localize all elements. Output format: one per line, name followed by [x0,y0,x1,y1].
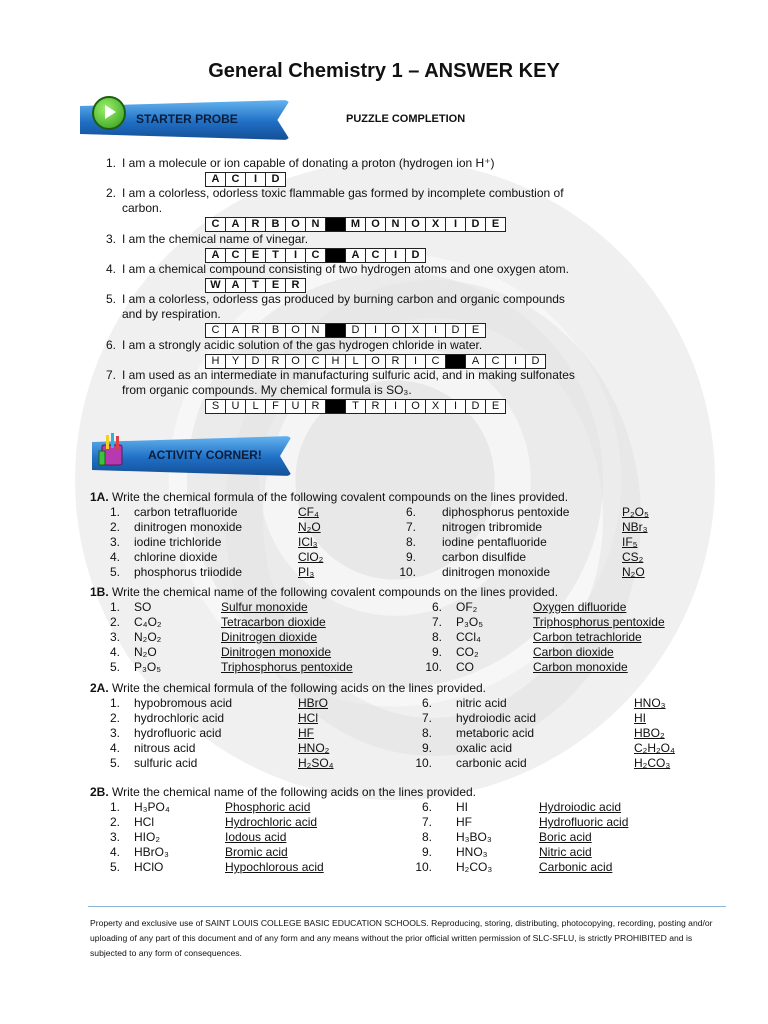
item-number: 1. [109,505,120,519]
letter-cell: N [305,217,326,232]
letter-cell: N [385,217,406,232]
item-number: 7. [421,711,432,725]
letter-cell: D [465,399,486,414]
item-prompt: CCl₄ [456,630,481,644]
letter-cell: C [365,248,386,263]
play-icon [92,96,126,130]
question-text: carbon. [122,201,163,215]
letter-cell: B [265,217,286,232]
item-prompt: SO [134,600,152,614]
item-prompt: H₃BO₃ [456,830,492,844]
letter-cell: D [445,323,466,338]
item-number: 1. [109,600,120,614]
item-prompt: hypobromous acid [134,696,233,710]
letter-cell: R [245,323,266,338]
item-prompt: HF [456,815,472,829]
item-answer: NBr₃ [622,520,648,534]
item-answer: Carbon dioxide [533,645,614,659]
item-answer: CF₄ [298,505,319,519]
answer-boxes [206,399,506,414]
item-number: 7. [405,520,416,534]
letter-cell: O [385,323,406,338]
letter-cell: T [245,278,266,293]
item-prompt: HNO₃ [456,845,488,859]
item-answer: HI [634,711,646,725]
letter-cell: R [285,278,306,293]
letter-cell: C [305,248,326,263]
letter-cell: U [285,399,306,414]
question-number: 3. [105,232,116,246]
item-number: 3. [109,726,120,740]
letter-cell: I [285,248,306,263]
item-number: 10. [415,756,432,770]
item-number: 5. [109,860,120,874]
item-prompt: P₃O₅ [456,615,484,629]
letter-cell: E [245,248,266,263]
banner-label: ACTIVITY CORNER! [148,448,262,462]
item-prompt: OF₂ [456,600,478,614]
page-title: General Chemistry 1 – ANSWER KEY [208,60,560,82]
item-answer: Bromic acid [225,845,288,859]
item-number: 5. [109,756,120,770]
letter-cell: C [425,354,446,369]
item-prompt: iodine pentafluoride [442,535,547,549]
letter-cell: A [225,217,246,232]
item-prompt: hydroiodic acid [456,711,537,725]
item-number: 8. [431,630,442,644]
item-answer: HBrO [298,696,328,710]
puzzle-completion-heading: PUZZLE COMPLETION [346,113,466,125]
item-prompt: oxalic acid [456,741,513,755]
letter-cell: R [265,354,286,369]
question-number: 5. [105,292,116,306]
item-number: 8. [405,535,416,549]
letter-cell: R [365,399,386,414]
letter-cell: R [385,354,406,369]
item-prompt: nitrogen tribromide [442,520,543,534]
item-prompt: C₄O₂ [134,615,162,629]
item-number: 3. [109,630,120,644]
question-text: I am used as an intermediate in manufacturing sulfuric acid, and in making sulfonates [122,368,575,382]
letter-cell: D [265,172,286,187]
item-answer: Hydrochloric acid [225,815,318,829]
item-answer: Carbon tetrachloride [533,630,642,644]
item-number: 2. [109,815,120,829]
item-number: 9. [431,645,442,659]
question-number: 2. [105,186,116,200]
paint-bucket-icon [96,433,130,467]
answer-boxes [206,323,486,338]
item-answer: HCl [298,711,318,725]
item-prompt: dinitrogen monoxide [134,520,243,534]
item-number: 10. [399,565,416,579]
item-answer: Hydrofluoric acid [539,815,629,829]
blank-cell [325,323,346,338]
letter-cell: I [245,172,266,187]
item-answer: Phosphoric acid [225,800,311,814]
letter-cell: E [485,217,506,232]
letter-cell: A [205,172,226,187]
blank-cell [325,399,346,414]
item-answer: HNO₃ [634,696,666,710]
item-number: 9. [405,550,416,564]
footer-divider [88,906,726,907]
item-answer: ICl₃ [298,535,318,549]
item-prompt: hydrofluoric acid [134,726,222,740]
letter-cell: I [425,323,446,338]
letter-cell: A [225,278,246,293]
item-answer: N₂O [298,520,321,534]
section-label: 1B. [90,585,109,599]
section-label: 2B. [90,785,109,799]
item-number: 3. [109,535,120,549]
letter-cell: A [465,354,486,369]
item-answer: Sulfur monoxide [221,600,308,614]
item-number: 4. [109,845,120,859]
item-answer: Tetracarbon dioxide [221,615,326,629]
letter-cell: D [345,323,366,338]
item-answer: Nitric acid [539,845,592,859]
section-instruction-text: Write the chemical name of the following acids on the lines provided. [112,785,477,799]
item-number: 7. [421,815,432,829]
letter-cell: S [205,399,226,414]
item-number: 6. [431,600,442,614]
letter-cell: N [305,323,326,338]
item-number: 10. [415,860,432,874]
letter-cell: I [505,354,526,369]
item-answer: ClO₂ [298,550,324,564]
section-instruction-text: Write the chemical name of the following covalent compounds on the lines provided. [112,585,559,599]
letter-cell: F [265,399,286,414]
item-number: 1. [109,800,120,814]
item-answer: P₂O₅ [622,505,649,519]
item-prompt: HIO₂ [134,830,160,844]
item-answer: Iodous acid [225,830,287,844]
question-text: from organic compounds. My chemical formula is SO₃. [122,383,412,397]
item-number: 4. [109,645,120,659]
item-number: 6. [405,505,416,519]
item-answer: Triphosphorus pentoxide [533,615,665,629]
item-answer: HNO₂ [298,741,330,755]
section-label: 2A. [90,681,109,695]
item-prompt: diphosphorus pentoxide [442,505,570,519]
item-prompt: carbon tetrafluoride [134,505,238,519]
item-prompt: HI [456,800,468,814]
item-prompt: metaboric acid [456,726,535,740]
item-number: 7. [431,615,442,629]
letter-cell: A [225,323,246,338]
letter-cell: C [205,217,226,232]
letter-cell: O [285,323,306,338]
letter-cell: O [365,217,386,232]
item-answer: PI₃ [298,565,315,579]
letter-cell: I [365,323,386,338]
question-text: I am a molecule or ion capable of donating a proton (hydrogen ion H⁺) [122,156,495,170]
question-text: and by respiration. [122,307,221,321]
item-prompt: phosphorus triiodide [134,565,243,579]
item-answer: Dinitrogen monoxide [221,645,332,659]
item-answer: Carbonic acid [539,860,613,874]
letter-cell: H [205,354,226,369]
item-number: 9. [421,741,432,755]
item-number: 6. [421,800,432,814]
answer-boxes [206,217,506,232]
letter-cell: X [425,217,446,232]
answer-boxes [206,248,426,263]
question-number: 1. [105,156,116,170]
item-prompt: carbon disulfide [442,550,527,564]
item-number: 2. [109,520,120,534]
item-number: 9. [421,845,432,859]
item-prompt: CO₂ [456,645,479,659]
item-prompt: N₂O₂ [134,630,162,644]
letter-cell: E [465,323,486,338]
letter-cell: L [345,354,366,369]
item-answer: Oxygen difluoride [533,600,627,614]
item-prompt: H₃PO₄ [134,800,170,814]
answer-boxes [206,278,306,293]
letter-cell: E [265,278,286,293]
letter-cell: C [205,323,226,338]
letter-cell: D [245,354,266,369]
section-instruction-s1a [90,490,568,504]
item-number: 6. [421,696,432,710]
item-prompt: sulfuric acid [134,756,198,770]
item-answer: Hydroiodic acid [539,800,622,814]
item-number: 8. [421,726,432,740]
question-text: I am a colorless, odorless toxic flammable gas formed by incomplete combustion of [122,186,564,200]
question-text: I am a colorless, odorless gas produced by burning carbon and organic compounds [122,292,565,306]
item-answer: H₂SO₄ [298,756,334,770]
answer-boxes [206,172,286,187]
item-answer: H₂CO₃ [634,756,671,770]
letter-cell: I [445,217,466,232]
item-prompt: N₂O [134,645,157,659]
item-prompt: H₂CO₃ [456,860,493,874]
question-text: I am a strongly acidic solution of the gas hydrogen chloride in water. [122,338,483,352]
letter-cell: D [525,354,546,369]
letter-cell: T [265,248,286,263]
letter-cell: C [225,248,246,263]
section-instruction-s2b [90,785,476,799]
item-answer: C₂H₂O₄ [634,741,675,755]
item-number: 1. [109,696,120,710]
letter-cell: B [265,323,286,338]
item-prompt: carbonic acid [456,756,527,770]
letter-cell: I [445,399,466,414]
item-number: 4. [109,550,120,564]
blank-cell [445,354,466,369]
letter-cell: W [205,278,226,293]
letter-cell: X [405,323,426,338]
letter-cell: M [345,217,366,232]
letter-cell: D [405,248,426,263]
letter-cell: O [285,217,306,232]
item-prompt: HCl [134,815,154,829]
section-instruction-text: Write the chemical formula of the following covalent compounds on the lines provided. [112,490,569,504]
letter-cell: I [385,248,406,263]
item-answer: HBO₂ [634,726,665,740]
item-number: 2. [109,711,120,725]
letter-cell: R [245,217,266,232]
question-number: 6. [105,338,116,352]
letter-cell: Y [225,354,246,369]
letter-cell: T [345,399,366,414]
question-text: I am a chemical compound consisting of two hydrogen atoms and one oxygen atom. [122,262,569,276]
letter-cell: E [485,399,506,414]
answer-boxes [206,354,546,369]
item-prompt: HClO [134,860,164,874]
item-answer: N₂O [622,565,645,579]
letter-cell: H [325,354,346,369]
item-answer: Boric acid [539,830,592,844]
item-number: 8. [421,830,432,844]
item-answer: IF₅ [622,535,638,549]
item-number: 2. [109,615,120,629]
item-prompt: dinitrogen monoxide [442,565,551,579]
letter-cell: C [485,354,506,369]
item-answer: Triphosphorus pentoxide [221,660,353,674]
blank-cell [325,217,346,232]
banner-label: STARTER PROBE [136,112,238,126]
letter-cell: R [305,399,326,414]
item-prompt: P₃O₅ [134,660,162,674]
letter-cell: O [285,354,306,369]
item-prompt: nitrous acid [134,741,196,755]
section-label: 1A. [90,490,109,504]
letter-cell: I [405,354,426,369]
item-answer: Carbon monoxide [533,660,628,674]
item-number: 3. [109,830,120,844]
copyright-footer: Property and exclusive use of SAINT LOUIS COLLEGE BASIC EDUCATION SCHOOLS. Reproducing, storing, distributing, photocopying, recording, posting and/or uploading of any part of this document and of any form and any means without the prior official written permission of SLC-SFLU, is strictly PROHIBITED and is subjected to any form of consequences. [90,918,713,958]
item-prompt: iodine trichloride [134,535,222,549]
letter-cell: D [465,217,486,232]
section-instruction-s1b [90,585,558,599]
letter-cell: A [205,248,226,263]
item-prompt: chlorine dioxide [134,550,218,564]
letter-cell: C [305,354,326,369]
question-number: 7. [105,368,116,382]
question-number: 4. [105,262,116,276]
letter-cell: U [225,399,246,414]
item-prompt: CO [456,660,474,674]
letter-cell: O [405,399,426,414]
item-prompt: HBrO₃ [134,845,169,859]
section-instruction-s2a [90,681,486,695]
item-number: 5. [109,660,120,674]
item-number: 10. [425,660,442,674]
item-number: 5. [109,565,120,579]
question-text: I am the chemical name of vinegar. [122,232,309,246]
letter-cell: I [385,399,406,414]
section-instruction-text: Write the chemical formula of the following acids on the lines provided. [112,681,486,695]
letter-cell: O [405,217,426,232]
item-answer: HF [298,726,314,740]
item-answer: Dinitrogen dioxide [221,630,318,644]
letter-cell: L [245,399,266,414]
item-prompt: hydrochloric acid [134,711,225,725]
blank-cell [325,248,346,263]
item-answer: CS₂ [622,550,644,564]
item-prompt: nitric acid [456,696,507,710]
item-answer: Hypochlorous acid [225,860,324,874]
letter-cell: A [345,248,366,263]
letter-cell: X [425,399,446,414]
item-number: 4. [109,741,120,755]
letter-cell: C [225,172,246,187]
letter-cell: O [365,354,386,369]
